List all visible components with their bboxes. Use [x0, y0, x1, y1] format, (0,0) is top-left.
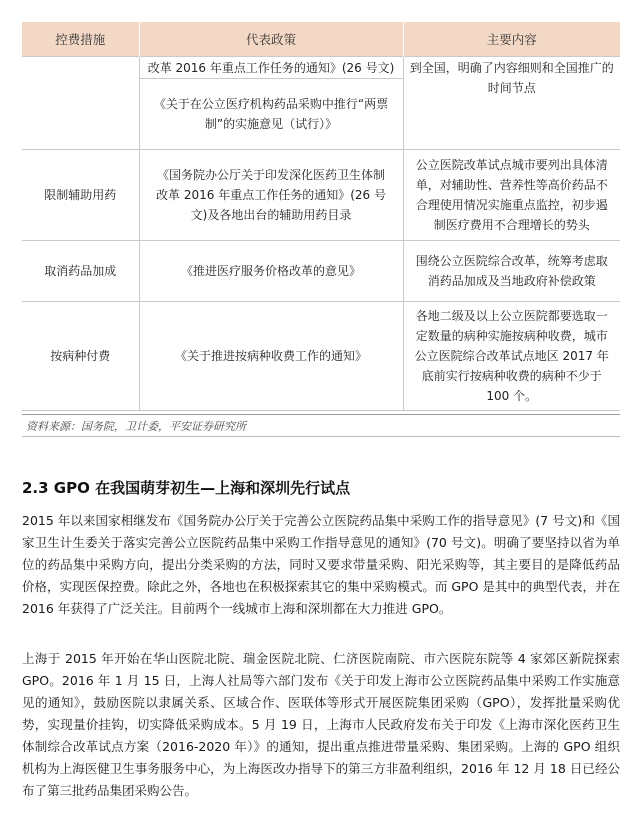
source-rule [22, 436, 620, 437]
measure-cell: 按病种付费 [22, 302, 139, 411]
table-bottom-rule [22, 414, 620, 415]
header-content: 主要内容 [403, 22, 620, 57]
source-note: 资料来源：国务院，卫计委，平安证券研究所 [26, 420, 246, 433]
policy-cell: 改革 2016 年重点工作任务的通知》(26 号文) [139, 57, 403, 79]
policy-table [22, 22, 620, 411]
content-cell: 各地二级及以上公立医院都要选取一定数量的病种实施按病种收费，城市公立医院综合改革试点地区 2017 年底前实行按病种收费的病种不少于 100 个。 [403, 302, 620, 411]
header-measure: 控费措施 [22, 22, 139, 57]
policy-cell: 《关于推进按病种收费工作的通知》 [139, 302, 403, 411]
measure-cell: 限制辅助用药 [22, 150, 139, 241]
body-paragraph-2: 上海于 2015 年开始在华山医院北院、瑞金医院北院、仁济医院南院、市六医院东院等 4 家郊区新院探索 GPO。2016 年 1 月 15 日，上海人社局等六部门发布《关于印发上海市公立医院药品集中采购工作实施意见的通知》，鼓励医院以隶属关系、区域合作、医联体等形式开展医院集团采购（GPO），发挥批量采购优势，实现量价挂钩，切实降低采购成本。5 月 19 日，上海市人民政府发布关于印发《上海市深化医药卫生体制综合改革试点方案（2016-2020 年）》的通知，提出重点推进带量采购、集团采购。上海的 GPO 组织机构为上海医健卫生事务服务中心，为上海医改办指导下的第三方非盈利组织，2016 年 12 月 18 日已经公布了第三批药品集团采购公告。 [22, 651, 620, 798]
header-policy: 代表政策 [139, 22, 403, 57]
body-paragraph-1: 2015 年以来国家相继发布《国务院办公厅关于完善公立医院药品集中采购工作的指导意见》(7 号文)和《国家卫生计生委关于落实完善公立医院药品集中采购工作指导意见的通知》(70 号文)。明确了要坚持以省为单位的药品集中采购方向，提出分类采购的方法，同时又要求带量采购、阳光采购等，其主要目的是降低药品价格，实现医保控费。除此之外，各地也在积极探索其它的集中采购模式。而 GPO 是其中的典型代表，并在 2016 年获得了广泛关注。目前两个一线城市上海和深圳都在大力推进 GPO。 [22, 513, 620, 616]
table-row [22, 302, 620, 411]
table-row [22, 241, 620, 302]
table-header-row [22, 22, 620, 57]
measure-cell-empty [22, 57, 139, 150]
policy-cell: 《国务院办公厅关于印发深化医药卫生体制改革 2016 年重点工作任务的通知》(26 号文)及各地出台的辅助用药目录 [139, 150, 403, 241]
content-cell: 到全国，明确了内容细则和全国推广的时间节点 [403, 57, 620, 150]
content-cell: 围绕公立医院综合改革，统筹考虑取消药品加成及当地政府补偿政策 [403, 241, 620, 302]
section-heading: 2.3 GPO 在我国萌芽初生—上海和深圳先行试点 [22, 479, 351, 497]
content-cell: 公立医院改革试点城市要列出具体清单，对辅助性、营养性等高价药品不合理使用情况实施重点监控，初步遏制医疗费用不合理增长的势头 [403, 150, 620, 241]
policy-cell: 《推进医疗服务价格改革的意见》 [139, 241, 403, 302]
policy-cell: 《关于在公立医疗机构药品采购中推行“两票制”的实施意见（试行）》 [139, 79, 403, 150]
table-row [22, 150, 620, 241]
table-row [22, 57, 620, 79]
measure-cell: 取消药品加成 [22, 241, 139, 302]
